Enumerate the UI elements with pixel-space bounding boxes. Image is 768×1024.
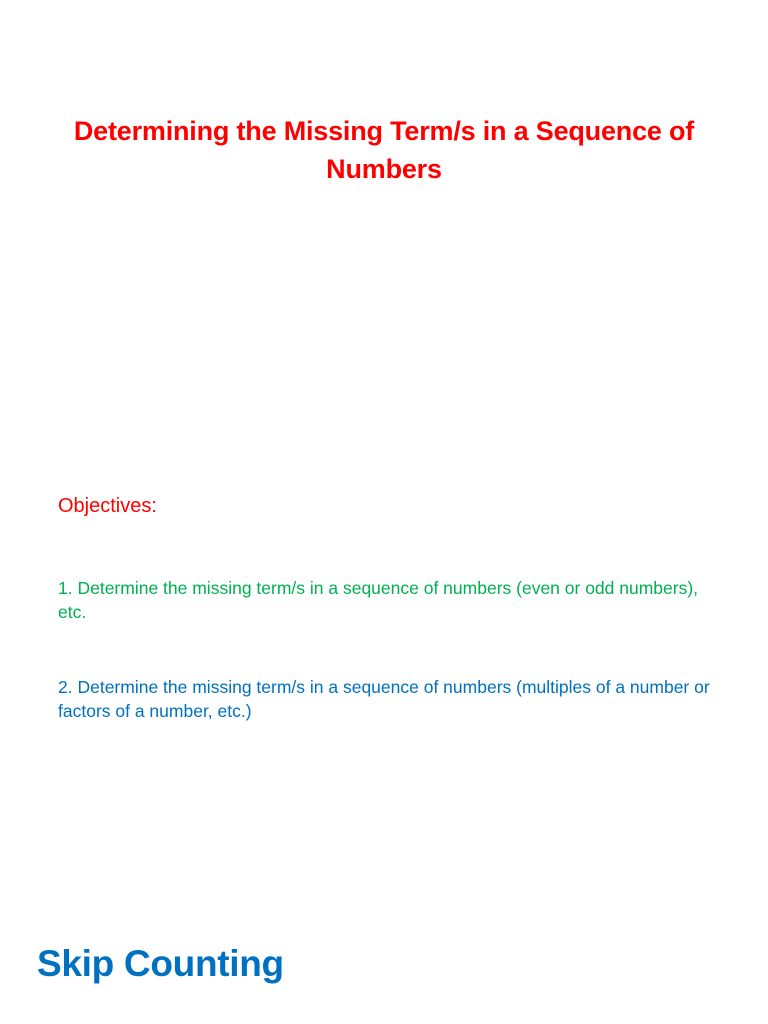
page-title: Determining the Missing Term/s in a Sequence of Numbers — [73, 116, 695, 184]
objective-item-2: 2. Determine the missing term/s in a sequence of numbers (multiples of a number or factors of a number, etc.) — [58, 677, 710, 721]
section-heading: Skip Counting — [37, 943, 284, 984]
objective-item-1: 1. Determine the missing term/s in a sequence of numbers (even or odd numbers), etc. — [58, 578, 699, 622]
objectives-label: Objectives: — [58, 495, 157, 517]
